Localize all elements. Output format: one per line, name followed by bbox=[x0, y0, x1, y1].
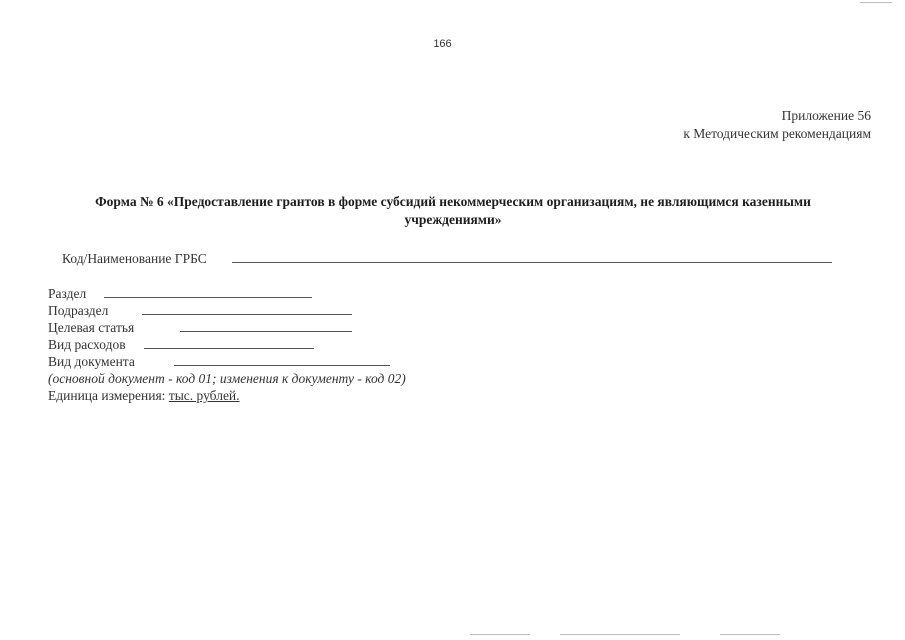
field-subsection bbox=[48, 302, 406, 319]
form-fields bbox=[48, 285, 406, 404]
field-target-article-label: Целевая статья bbox=[48, 320, 135, 335]
field-expense-type-label: Вид расходов bbox=[48, 337, 126, 352]
field-target-article bbox=[48, 319, 406, 336]
document-code-note: (основной документ - код 01; изменения к документу - код 02) bbox=[48, 371, 406, 386]
field-document-type-line bbox=[174, 365, 390, 366]
field-section-line bbox=[104, 297, 312, 298]
field-subsection-line bbox=[142, 314, 352, 315]
field-section bbox=[48, 285, 406, 302]
field-document-type-label: Вид документа bbox=[48, 354, 135, 369]
scan-artifact-bottom-2 bbox=[560, 634, 680, 635]
field-section-label: Раздел bbox=[48, 286, 87, 301]
field-expense-type bbox=[48, 336, 406, 353]
measurement-unit-value: тыс. рублей. bbox=[168, 388, 240, 403]
scan-artifact-bottom-3 bbox=[720, 634, 780, 635]
field-document-type bbox=[48, 353, 406, 370]
scan-artifact-top bbox=[860, 2, 892, 3]
appendix-line-2: к Методическим рекомендациям bbox=[683, 126, 871, 141]
appendix-reference bbox=[683, 107, 871, 143]
field-expense-type-line bbox=[144, 348, 314, 349]
form-title bbox=[40, 193, 866, 229]
field-target-article-line bbox=[180, 331, 352, 332]
grbs-label: Код/Наименование ГРБС bbox=[62, 251, 207, 266]
grbs-fill-line bbox=[232, 262, 832, 263]
field-subsection-label: Подраздел bbox=[48, 303, 109, 318]
form-title-line-1: Форма № 6 «Предоставление грантов в форме субсидий некоммерческим организациям, не являющимся казенными bbox=[95, 194, 811, 209]
page-number: 166 bbox=[433, 38, 452, 50]
scan-artifact-bottom-1 bbox=[470, 634, 530, 635]
measurement-unit bbox=[48, 387, 406, 404]
appendix-line-1: Приложение 56 bbox=[781, 108, 871, 123]
measurement-unit-label: Единица измерения: bbox=[48, 388, 166, 403]
form-title-line-2: учреждениями» bbox=[404, 212, 502, 227]
